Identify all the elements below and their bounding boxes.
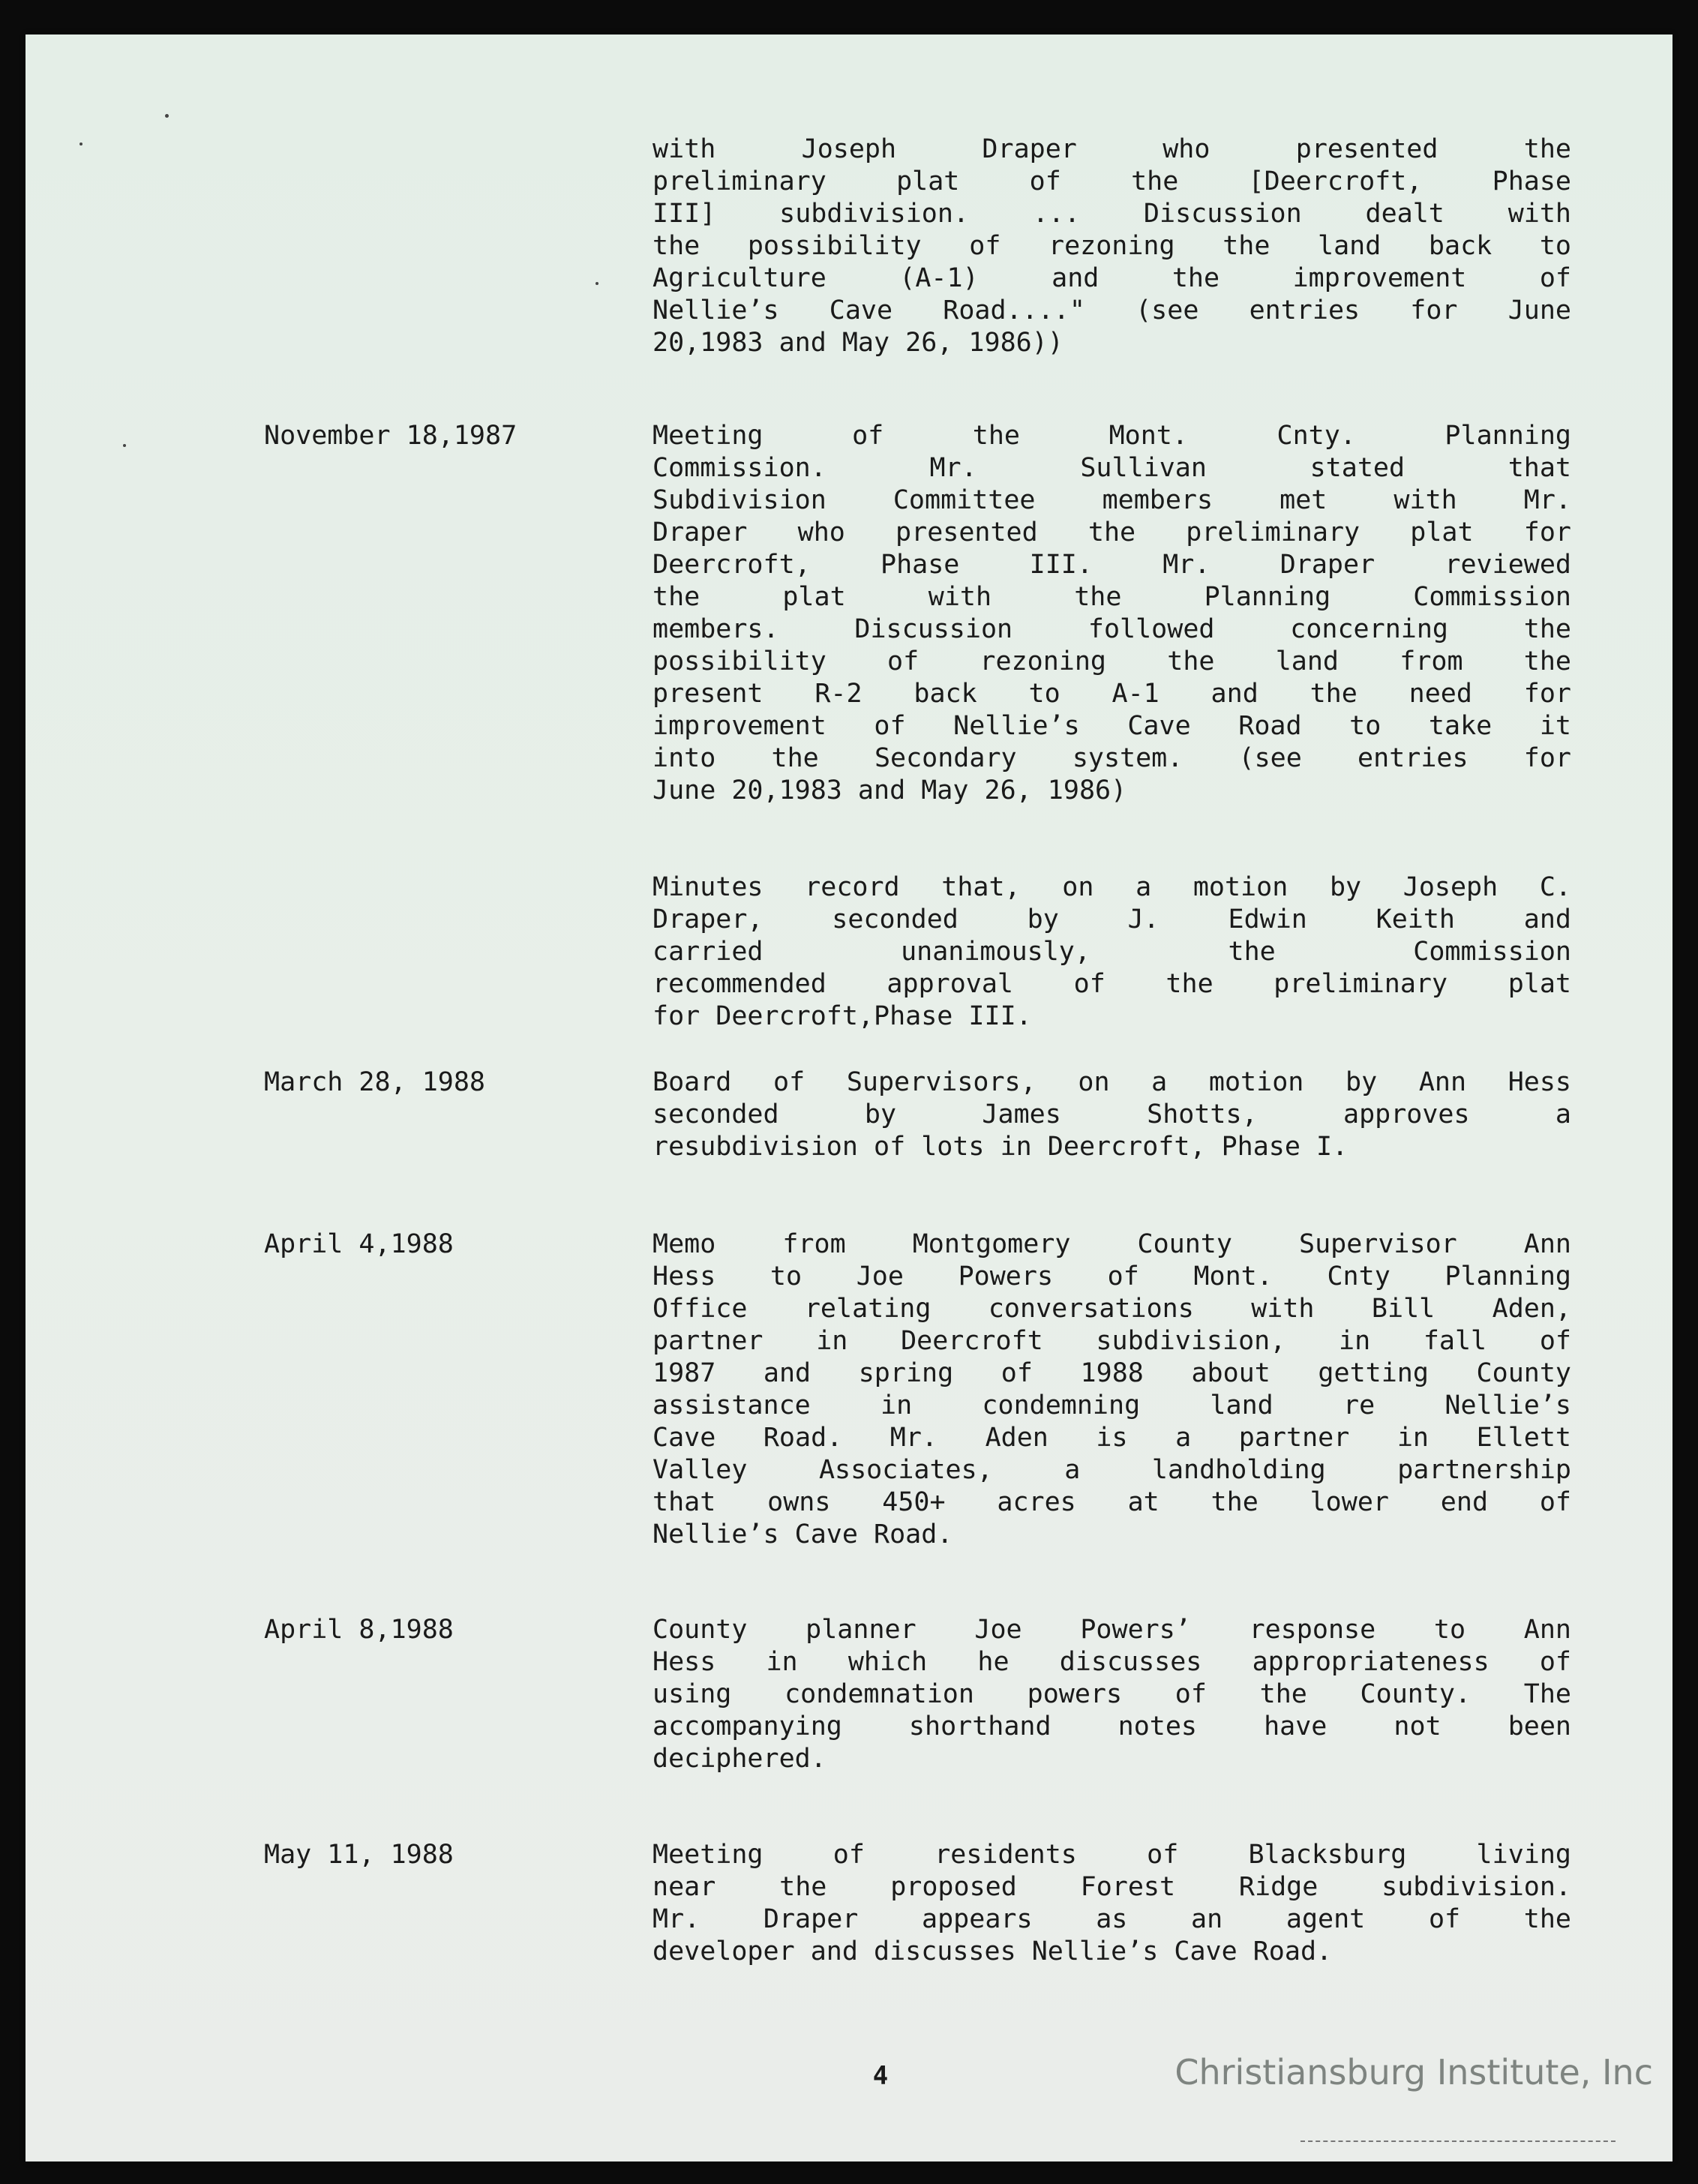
text-line: the possibility of rezoning the land back to xyxy=(652,231,1571,261)
text-line: Draper who presented the preliminary plat for xyxy=(652,518,1571,548)
entry-paragraph xyxy=(652,420,1571,807)
text-line: Meeting of residents of Blacksburg living xyxy=(652,1840,1571,1870)
text-line: deciphered. xyxy=(652,1744,826,1774)
page-number: 4 xyxy=(872,2061,889,2091)
text-line: Board of Supervisors, on a motion by Ann Hess xyxy=(652,1067,1571,1097)
entry-paragraph xyxy=(652,1614,1571,1775)
text-line: resubdivision of lots in Deercroft, Phase I. xyxy=(652,1132,1348,1162)
text-line: Agriculture (A-1) and the improvement of xyxy=(652,263,1571,293)
dust-speck xyxy=(165,114,169,118)
text-line: Cave Road. Mr. Aden is a partner in Ellett xyxy=(652,1423,1571,1453)
text-line: 1987 and spring of 1988 about getting County xyxy=(652,1358,1571,1388)
text-line: Nellie’s Cave Road...." (see entries for June xyxy=(652,296,1571,326)
watermark: Christiansburg Institute, Inc xyxy=(1174,2052,1653,2092)
text-line: near the proposed Forest Ridge subdivision. xyxy=(652,1872,1571,1902)
text-line: recommended approval of the preliminary plat xyxy=(652,969,1571,999)
text-line: Commission. Mr. Sullivan stated that xyxy=(652,453,1571,483)
text-line: for Deercroft,Phase III. xyxy=(652,1001,1032,1031)
text-line: Valley Associates, a landholding partnership xyxy=(652,1455,1571,1485)
text-line: Draper, seconded by J. Edwin Keith and xyxy=(652,904,1571,934)
text-line: improvement of Nellie’s Cave Road to take it xyxy=(652,711,1571,741)
text-line: Hess to Joe Powers of Mont. Cnty Planning xyxy=(652,1262,1571,1292)
entry-date: April 4,1988 xyxy=(264,1229,454,1259)
text-line: developer and discusses Nellie’s Cave Road. xyxy=(652,1936,1333,1966)
document-page xyxy=(26,34,1672,2162)
text-line: carried unanimously, the Commission xyxy=(652,937,1571,967)
text-line: June 20,1983 and May 26, 1986) xyxy=(652,776,1127,806)
text-line: Deercroft, Phase III. Mr. Draper reviewed xyxy=(652,550,1571,580)
text-line: seconded by James Shotts, approves a xyxy=(652,1100,1571,1130)
entry-date: May 11, 1988 xyxy=(264,1840,454,1870)
text-line: Memo from Montgomery County Supervisor Ann xyxy=(652,1229,1571,1259)
text-line: Meeting of the Mont. Cnty. Planning xyxy=(652,421,1571,451)
entry-paragraph xyxy=(652,872,1571,1033)
text-line: III] subdivision. ... Discussion dealt with xyxy=(652,199,1571,229)
text-line: Subdivision Committee members met with Mr. xyxy=(652,485,1571,515)
text-line: that owns 450+ acres at the lower end of xyxy=(652,1487,1571,1517)
entry-date: April 8,1988 xyxy=(264,1615,454,1645)
text-line: members. Discussion followed concerning the xyxy=(652,614,1571,644)
text-line: Nellie’s Cave Road. xyxy=(652,1520,953,1550)
dust-speck xyxy=(596,282,598,285)
text-line: possibility of rezoning the land from the xyxy=(652,646,1571,676)
text-line: present R-2 back to A-1 and the need for xyxy=(652,679,1571,709)
bottom-edge-mark xyxy=(1300,2140,1616,2142)
entry-date: November 18,1987 xyxy=(264,421,518,451)
text-line: Minutes record that, on a motion by Joseph C. xyxy=(652,872,1571,902)
text-line: partner in Deercroft subdivision, in fall of xyxy=(652,1326,1571,1356)
text-line: accompanying shorthand notes have not been xyxy=(652,1712,1571,1742)
text-line: using condemnation powers of the County. The xyxy=(652,1679,1571,1709)
text-line: Mr. Draper appears as an agent of the xyxy=(652,1904,1571,1934)
dust-speck xyxy=(123,444,126,447)
text-line: County planner Joe Powers’ response to Ann xyxy=(652,1615,1571,1645)
entry-date: March 28, 1988 xyxy=(264,1067,486,1097)
text-line: 20,1983 and May 26, 1986)) xyxy=(652,328,1064,358)
entry-paragraph xyxy=(652,134,1571,359)
text-line: Office relating conversations with Bill Aden, xyxy=(652,1294,1571,1324)
entry-paragraph xyxy=(652,1066,1571,1163)
text-line: preliminary plat of the [Deercroft, Phase xyxy=(652,166,1571,196)
text-line: the plat with the Planning Commission xyxy=(652,582,1571,612)
text-line: with Joseph Draper who presented the xyxy=(652,134,1571,164)
text-line: assistance in condemning land re Nellie’s xyxy=(652,1390,1571,1420)
text-line: Hess in which he discusses appropriateness of xyxy=(652,1647,1571,1677)
text-line: into the Secondary system. (see entries for xyxy=(652,743,1571,773)
dust-speck xyxy=(80,142,82,146)
entry-paragraph xyxy=(652,1228,1571,1551)
entry-paragraph xyxy=(652,1839,1571,1968)
